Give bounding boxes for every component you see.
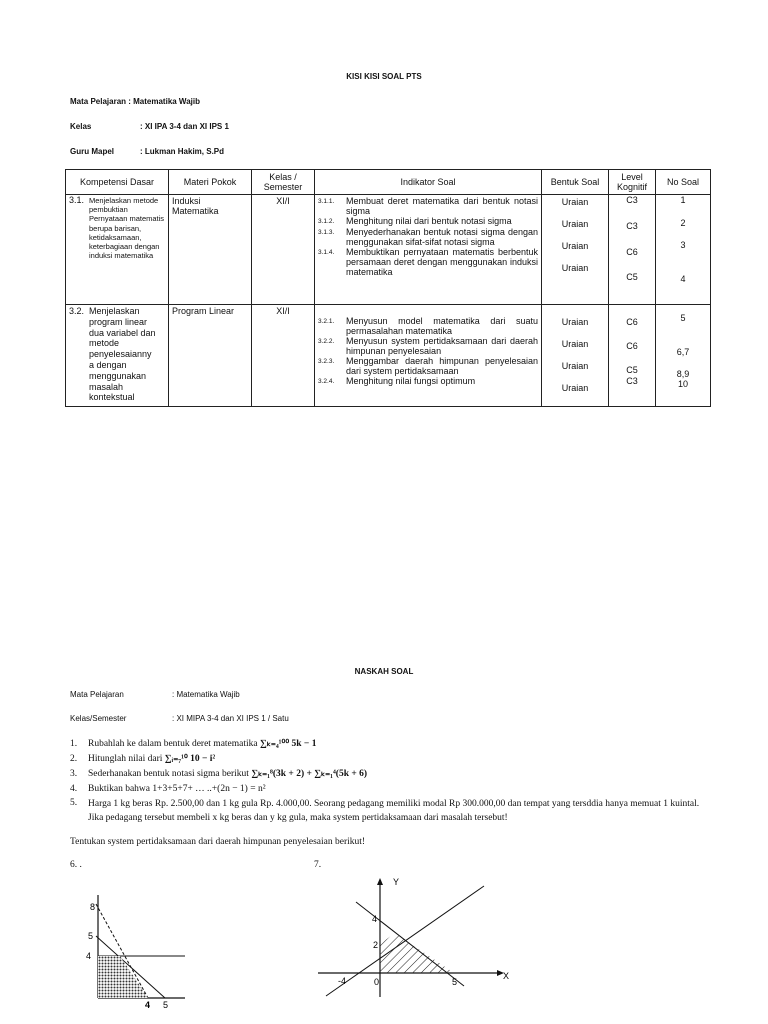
bentuk-item: Uraian xyxy=(561,197,589,207)
indikator-number: 3.1.2. xyxy=(318,218,335,225)
level-item: C5 xyxy=(626,365,638,375)
naskah-kelas-label: Kelas/Semester xyxy=(70,714,127,723)
label-5: 5 xyxy=(88,931,94,941)
indikator-text: Menyusun system pertidaksamaan dari daerah himpunan penyelesaian xyxy=(346,336,538,356)
kd-text: Menjelaskan metode pembuktian Pernyataan matematis berupa barisan, ketidaksamaan, keterbagiaan dengan induksi matematika xyxy=(89,196,165,261)
indikator-number: 3.2.1. xyxy=(318,318,335,325)
label-4: 4 xyxy=(372,914,378,924)
question-text: Harga 1 kg beras Rp. 2.500,00 dan 1 kg gula Rp. 4.000,00. Seorang pedagang memiliki modal Rp 300.000,00 dan tempat yang tersddia hanya memuat 1 kuintal. Jika pedagang tersebut membeli x kg beras dan y kg gula, maka system pertidaksamaan dari masalah tersebut! xyxy=(88,799,700,823)
question-item xyxy=(70,797,710,825)
label-0: 0 xyxy=(374,977,380,987)
shaded-region xyxy=(380,933,454,973)
shaded-region xyxy=(98,956,148,998)
header-indikator: Indikator Soal xyxy=(315,170,542,195)
mapel-line: Mata Pelajaran : Matematika Wajib xyxy=(70,97,200,106)
question-number: 2. xyxy=(70,754,78,764)
bentuk-item: Uraian xyxy=(561,263,589,273)
question-item xyxy=(70,768,730,780)
bentuk-item: Uraian xyxy=(561,339,589,349)
header-kelas: Kelas / Semester xyxy=(252,170,315,195)
kd-number: 3.2. xyxy=(69,306,85,316)
indikator-item xyxy=(318,376,538,387)
indikator-item xyxy=(318,356,538,376)
kd-text: Menjelaskan program linear dua variabel dan metode penyelesaianny a dengan menggunakan masalah kontekstual xyxy=(89,306,156,403)
kelas-cell: XI/I xyxy=(252,305,315,407)
level-cell xyxy=(609,195,656,305)
instruction-text: Tentukan system pertidaksamaan dari daerah himpunan penyelesaian berikut! xyxy=(70,837,366,847)
question-math: ∑ₖ₌₁⁸(3k + 2) + ∑ₖ₌₁⁴(5k + 6) xyxy=(251,769,368,779)
bentuk-item: Uraian xyxy=(561,317,589,327)
materi-cell: Program Linear xyxy=(169,305,252,407)
q7-label: 7. xyxy=(314,860,322,870)
nosoal-item: 8,9 xyxy=(676,369,690,379)
label-2: 2 xyxy=(373,940,379,950)
q6-label: 6. . xyxy=(70,860,82,870)
question-text: Hitunglah nilai dari xyxy=(88,754,165,764)
header-kompetensi: Kompetensi Dasar xyxy=(66,170,169,195)
y-arrow-icon xyxy=(377,878,383,885)
indikator-number: 3.1.1. xyxy=(318,198,335,205)
indikator-text: Menyederhanakan bentuk notasi sigma dengan menggunakan sifat-sifat notasi sigma xyxy=(346,227,538,247)
level-item: C5 xyxy=(626,272,638,282)
bentuk-item: Uraian xyxy=(561,219,589,229)
materi-cell: Induksi Matematika xyxy=(169,195,252,305)
label-x: X xyxy=(503,971,510,981)
indikator-number: 3.2.3. xyxy=(318,358,335,365)
indikator-text: Menghitung nilai dari bentuk notasi sigma xyxy=(346,216,512,226)
naskah-mapel-label: Mata Pelajaran xyxy=(70,690,124,699)
label-x5: 5 xyxy=(163,1000,169,1010)
kelas-value: : XI IPA 3-4 dan XI IPS 1 xyxy=(140,122,229,131)
indikator-cell xyxy=(315,305,542,407)
kd-number: 3.1. xyxy=(69,195,85,205)
nosoal-item: 1 xyxy=(680,195,686,205)
question-number: 4. xyxy=(70,784,78,794)
level-item: C3 xyxy=(626,195,638,205)
indikator-item xyxy=(318,216,538,227)
nosoal-item: 4 xyxy=(680,274,686,284)
naskah-title: NASKAH SOAL xyxy=(354,667,414,676)
nosoal-item: 3 xyxy=(680,240,686,250)
indikator-text: Menggambar daerah himpunan penyelesaian dari system pertidaksamaan xyxy=(346,356,538,376)
level-item: C3 xyxy=(626,376,638,386)
indikator-text: Membuktikan pernyataan matematis berbentuk persamaan deret dengan menggunakan induksi matematika xyxy=(346,247,538,277)
indikator-cell xyxy=(315,195,542,305)
question-math: ∑ₖ₌₄¹⁰⁰ 5k − 1 xyxy=(260,739,317,749)
level-item: C6 xyxy=(626,317,638,327)
level-item: C6 xyxy=(626,247,638,257)
indikator-item xyxy=(318,336,538,356)
indikator-item xyxy=(318,196,538,216)
question-number: 5. xyxy=(70,798,78,808)
question-text: Sederhanakan bentuk notasi sigma berikut xyxy=(88,769,252,779)
nosoal-cell xyxy=(656,305,711,407)
table-row xyxy=(66,195,711,305)
indikator-item xyxy=(318,316,538,336)
naskah-kelas-value: : XI MIPA 3-4 dan XI IPS 1 / Satu xyxy=(172,714,289,723)
question-text: Buktikan bahwa 1+3+5+7+ … ..+(2n − 1) = n² xyxy=(88,784,266,794)
indikator-number: 3.2.2. xyxy=(318,338,335,345)
kisi-title: KISI KISI SOAL PTS xyxy=(346,72,422,81)
header-level: Level Kognitif xyxy=(609,170,656,195)
table-header-row xyxy=(66,170,711,195)
label-y: Y xyxy=(393,877,400,887)
indikator-text: Menyusun model matematika dari suatu permasalahan matematika xyxy=(346,316,538,336)
label-neg4: -4 xyxy=(338,976,347,986)
level-item: C3 xyxy=(626,221,638,231)
question-text: Rubahlah ke dalam bentuk deret matematika xyxy=(88,739,260,749)
kisi-table xyxy=(65,169,711,407)
header-materi: Materi Pokok xyxy=(169,170,252,195)
nosoal-item: 5 xyxy=(680,313,686,323)
indikator-text: Membuat deret matematika dari bentuk notasi sigma xyxy=(346,196,538,216)
level-item: C6 xyxy=(626,341,638,351)
level-cell xyxy=(609,305,656,407)
indikator-number: 3.1.4. xyxy=(318,249,335,256)
nosoal-item: 10 xyxy=(677,379,688,389)
question-number: 3. xyxy=(70,769,78,779)
naskah-mapel-value: : Matematika Wajib xyxy=(172,690,240,699)
kelas-cell: XI/I xyxy=(252,195,315,305)
header-bentuk: Bentuk Soal xyxy=(542,170,609,195)
label-x4: 4 xyxy=(145,1000,151,1010)
bentuk-item: Uraian xyxy=(561,241,589,251)
indikator-number: 3.1.3. xyxy=(318,229,335,236)
kd-cell xyxy=(66,305,169,407)
bentuk-item: Uraian xyxy=(561,383,589,393)
nosoal-cell xyxy=(656,195,711,305)
question-math: ∑ᵢ₌₇¹⁰ 10 − i² xyxy=(164,754,216,764)
nosoal-item: 6,7 xyxy=(676,347,690,357)
graph-7 xyxy=(318,872,518,1002)
indikator-item xyxy=(318,247,538,277)
label-8: 8 xyxy=(90,902,96,912)
table-row xyxy=(66,305,711,407)
bentuk-item: Uraian xyxy=(561,361,589,371)
label-5: 5 xyxy=(452,977,458,987)
indikator-text: Menghitung nilai fungsi optimum xyxy=(346,376,476,386)
indikator-number: 3.2.4. xyxy=(318,378,335,385)
question-item xyxy=(70,738,730,750)
bentuk-cell xyxy=(542,305,609,407)
bentuk-cell xyxy=(542,195,609,305)
question-number: 1. xyxy=(70,739,78,749)
question-item xyxy=(70,753,730,765)
guru-value: : Lukman Hakim, S.Pd xyxy=(140,147,225,156)
kelas-label: Kelas xyxy=(70,122,92,131)
nosoal-item: 2 xyxy=(680,218,686,228)
graph-6 xyxy=(80,890,190,1015)
question-item xyxy=(70,783,730,795)
guru-label: Guru Mapel xyxy=(70,147,115,156)
label-4: 4 xyxy=(86,951,92,961)
header-nosoal: No Soal xyxy=(656,170,711,195)
kd-cell xyxy=(66,195,169,305)
indikator-item xyxy=(318,227,538,247)
